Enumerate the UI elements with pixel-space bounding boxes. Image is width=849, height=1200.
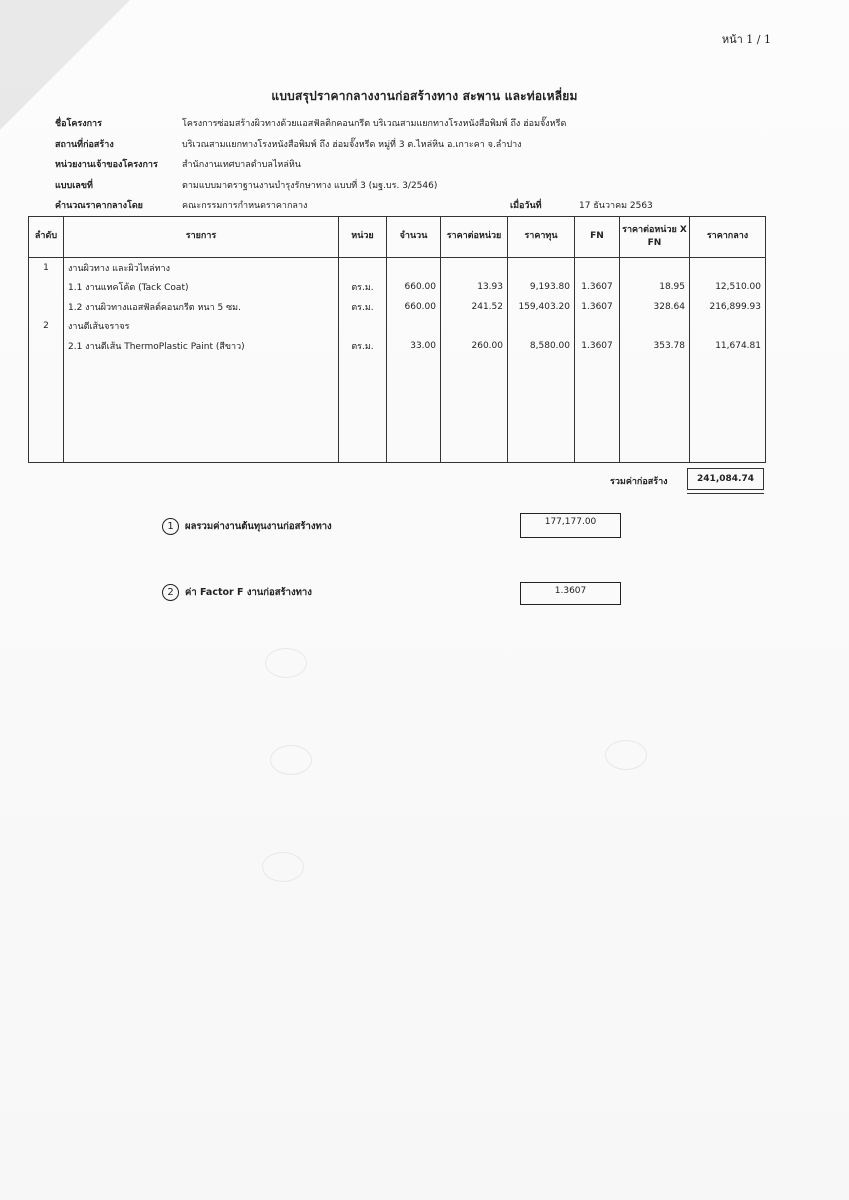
empty-cell [387, 356, 441, 463]
bleed-through-signature [262, 852, 304, 882]
cell-no [29, 336, 64, 356]
cell-unit: ตร.ม. [339, 336, 387, 356]
summary-total-cost [162, 518, 332, 535]
cell-no: 1 [29, 258, 64, 278]
col-header-median-price: ราคากลาง [690, 217, 766, 258]
cell-cost [508, 317, 575, 337]
table-header-row [29, 217, 766, 258]
col-header-no: ลำดับ [29, 217, 64, 258]
info-label: สถานที่ก่อสร้าง [55, 139, 114, 150]
table-row [29, 297, 766, 317]
info-row-location [55, 137, 775, 158]
empty-cell [508, 356, 575, 463]
total-value: 241,084.74 [687, 468, 764, 490]
page-number: หน้า 1 / 1 [721, 33, 771, 46]
summary-label: ค่า Factor F งานก่อสร้างทาง [185, 587, 312, 598]
cell-median-price: 11,674.81 [690, 336, 766, 356]
date-label: เมื่อวันที่ [510, 201, 542, 211]
cell-no [29, 278, 64, 298]
cell-cost [508, 258, 575, 278]
cell-unit-price-fn: 353.78 [620, 336, 690, 356]
empty-cell [620, 356, 690, 463]
table-row [29, 278, 766, 298]
cell-unit-price-fn: 328.64 [620, 297, 690, 317]
empty-cell [29, 356, 64, 463]
empty-cell [64, 356, 339, 463]
cell-cost: 9,193.80 [508, 278, 575, 298]
empty-cell [339, 356, 387, 463]
col-header-item: รายการ [64, 217, 339, 258]
info-label: ชื่อโครงการ [55, 119, 102, 129]
cell-unit-price: 241.52 [441, 297, 508, 317]
table-empty-space-row [29, 356, 766, 463]
table-row [29, 336, 766, 356]
info-value: สำนักงานเทศบาลตำบลไหล่หิน [182, 160, 301, 170]
info-value: คณะกรรมการกำหนดราคากลาง [182, 201, 308, 211]
price-summary-table [28, 216, 766, 463]
cell-item: งานตีเส้นจราจร [64, 317, 339, 337]
date-value: 17 ธันวาคม 2563 [579, 201, 653, 211]
page-corner-fold [0, 0, 130, 130]
col-header-unit: หน่วย [339, 217, 387, 258]
bleed-through-signature [270, 745, 312, 775]
cell-cost: 159,403.20 [508, 297, 575, 317]
cell-no [29, 297, 64, 317]
col-header-unit-price: ราคาต่อหน่วย [441, 217, 508, 258]
table-row [29, 258, 766, 278]
col-header-qty: จำนวน [387, 217, 441, 258]
cell-unit-price: 260.00 [441, 336, 508, 356]
summary-label: ผลรวมค่างานต้นทุนงานก่อสร้างทาง [185, 521, 332, 532]
info-value: โครงการซ่อมสร้างผิวทางด้วยแอสฟัลติกคอนกรีต บริเวณสามแยกทางโรงหนังสือพิมพ์ ถึง ฮ่อมจั๊งหรีด [182, 119, 567, 129]
cell-fn: 1.3607 [575, 336, 620, 356]
empty-cell [690, 356, 766, 463]
info-value: บริเวณสามแยกทางโรงหนังสือพิมพ์ ถึง ฮ่อมจั๊งหรีด หมู่ที่ 3 ต.ไหล่หิน อ.เกาะคา จ.ลำปาง [182, 139, 522, 150]
empty-cell [575, 356, 620, 463]
cell-fn [575, 258, 620, 278]
cell-cost: 8,580.00 [508, 336, 575, 356]
col-header-cost: ราคาทุน [508, 217, 575, 258]
summary-factor-f-value: 1.3607 [520, 582, 621, 605]
cell-qty [387, 258, 441, 278]
info-label: หน่วยงานเจ้าของโครงการ [55, 160, 158, 170]
circled-number-1: 1 [162, 518, 179, 535]
cell-fn: 1.3607 [575, 278, 620, 298]
summary-factor-f [162, 584, 312, 601]
info-label: คำนวณราคากลางโดย [55, 201, 143, 211]
cell-median-price: 216,899.93 [690, 297, 766, 317]
circled-number-2: 2 [162, 584, 179, 601]
info-row-drawing-no [55, 178, 775, 199]
cell-unit-price-fn: 18.95 [620, 278, 690, 298]
cell-unit: ตร.ม. [339, 278, 387, 298]
cell-fn [575, 317, 620, 337]
bleed-through-signature [265, 648, 307, 678]
cell-item: งานผิวทาง และผิวไหล่ทาง [64, 258, 339, 278]
cell-qty [387, 317, 441, 337]
cell-fn: 1.3607 [575, 297, 620, 317]
info-row-owner [55, 157, 775, 178]
col-header-fn: FN [575, 217, 620, 258]
cell-unit-price [441, 317, 508, 337]
cell-unit-price-fn [620, 317, 690, 337]
cell-unit-price [441, 258, 508, 278]
cell-item: 1.1 งานแทคโค้ต (Tack Coat) [64, 278, 339, 298]
document-title: แบบสรุปราคากลางงานก่อสร้างทาง สะพาน และท่อเหลี่ยม [271, 89, 578, 103]
cell-item: 1.2 งานผิวทางแอสฟัลต์คอนกรีต หนา 5 ซม. [64, 297, 339, 317]
cell-median-price [690, 317, 766, 337]
empty-cell [441, 356, 508, 463]
cell-no: 2 [29, 317, 64, 337]
cell-unit-price: 13.93 [441, 278, 508, 298]
info-label: แบบเลขที่ [55, 180, 93, 191]
project-info [55, 116, 775, 219]
cell-unit-price-fn [620, 258, 690, 278]
cell-qty: 660.00 [387, 297, 441, 317]
cell-item: 2.1 งานตีเส้น ThermoPlastic Paint (สีขาว) [64, 336, 339, 356]
cell-qty: 660.00 [387, 278, 441, 298]
info-value: ตามแบบมาตราฐานงานบำรุงรักษาทาง แบบที่ 3 (มฐ.บร. 3/2546) [182, 180, 438, 191]
cell-median-price: 12,510.00 [690, 278, 766, 298]
cell-median-price [690, 258, 766, 278]
total-label: รวมค่าก่อสร้าง [610, 477, 668, 487]
summary-total-cost-value: 177,177.00 [520, 513, 621, 538]
col-header-unit-price-fn: ราคาต่อหน่วย X FN [620, 217, 690, 258]
info-row-project-name [55, 116, 775, 137]
cell-qty: 33.00 [387, 336, 441, 356]
cell-unit [339, 317, 387, 337]
cell-unit [339, 258, 387, 278]
cell-unit: ตร.ม. [339, 297, 387, 317]
bleed-through-signature [605, 740, 647, 770]
table-row [29, 317, 766, 337]
